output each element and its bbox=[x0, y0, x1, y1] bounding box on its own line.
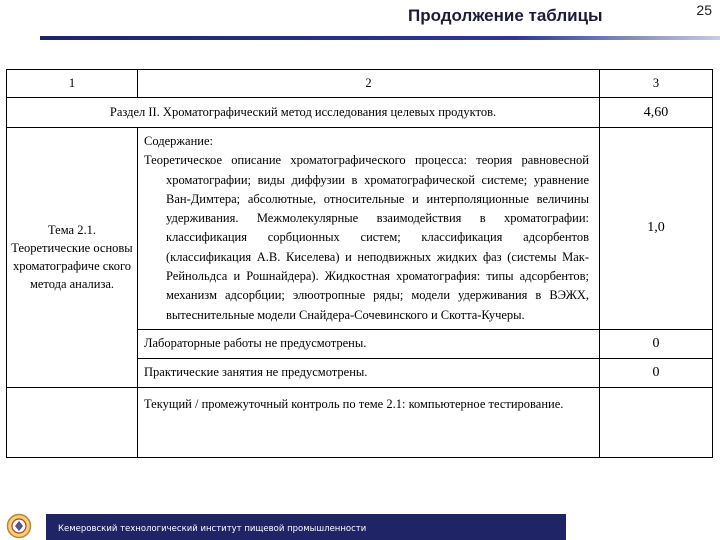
content-row bbox=[7, 128, 713, 330]
labs-text: Лабораторные работы не предусмотрены. bbox=[138, 329, 600, 358]
section-title: Раздел II. Хроматографический метод исследования целевых продуктов. bbox=[7, 98, 600, 128]
practice-hours: 0 bbox=[600, 358, 713, 387]
control-hours-cell bbox=[600, 387, 713, 457]
section-hours: 4,60 bbox=[600, 98, 713, 128]
institute-logo-icon bbox=[5, 513, 33, 539]
header-row bbox=[7, 70, 713, 98]
title-rule bbox=[40, 36, 720, 40]
content-cell bbox=[138, 128, 600, 330]
header-col-2: 2 bbox=[138, 70, 600, 98]
section-row bbox=[7, 98, 713, 128]
practice-text: Практические занятия не предусмотрены. bbox=[138, 358, 600, 387]
content-description: Теоретическое описание хроматографического процесса: теория равновесной хроматографии; виды диффузии в хроматографической системе; уравнение Ван-Димтера; абсолютные, относительные и интерполяционные величины удерживания. Межмолекулярные взаимодействия в хроматографии: классификация сорбционных систем; классификация адсорбентов (классификация А.В. Киселева) и неподвижных жидких фаз (системы Мак-Рейнольдса и Рошнайдера). Жидкостная хроматография: типы адсорбентов; механизм адсорбции; элюотропные ряды; модели удерживания в ВЭЖХ, вытеснительные модели Снайдера-Сочевинского и Скотта-Кучеры. bbox=[144, 153, 589, 322]
content-hours: 1,0 bbox=[600, 128, 713, 330]
control-empty-cell bbox=[7, 387, 138, 457]
control-row bbox=[7, 387, 713, 457]
footer-bar bbox=[46, 514, 566, 540]
control-text: Текущий / промежуточный контроль по теме 2.1: компьютерное тестирование. bbox=[138, 387, 600, 457]
topic-title: Тема 2.1. Теоретические основы хроматографиче ского метода анализа. bbox=[7, 128, 138, 388]
header-col-3: 3 bbox=[600, 70, 713, 98]
content-label: Содержание: bbox=[144, 134, 213, 148]
footer-institution: Кемеровский технологический институт пищевой промышленности bbox=[58, 524, 367, 534]
curriculum-table bbox=[6, 69, 713, 458]
header-col-1: 1 bbox=[7, 70, 138, 98]
labs-hours: 0 bbox=[600, 329, 713, 358]
slide-title: Продолжение таблицы bbox=[408, 6, 603, 25]
page-number: 25 bbox=[696, 2, 712, 18]
